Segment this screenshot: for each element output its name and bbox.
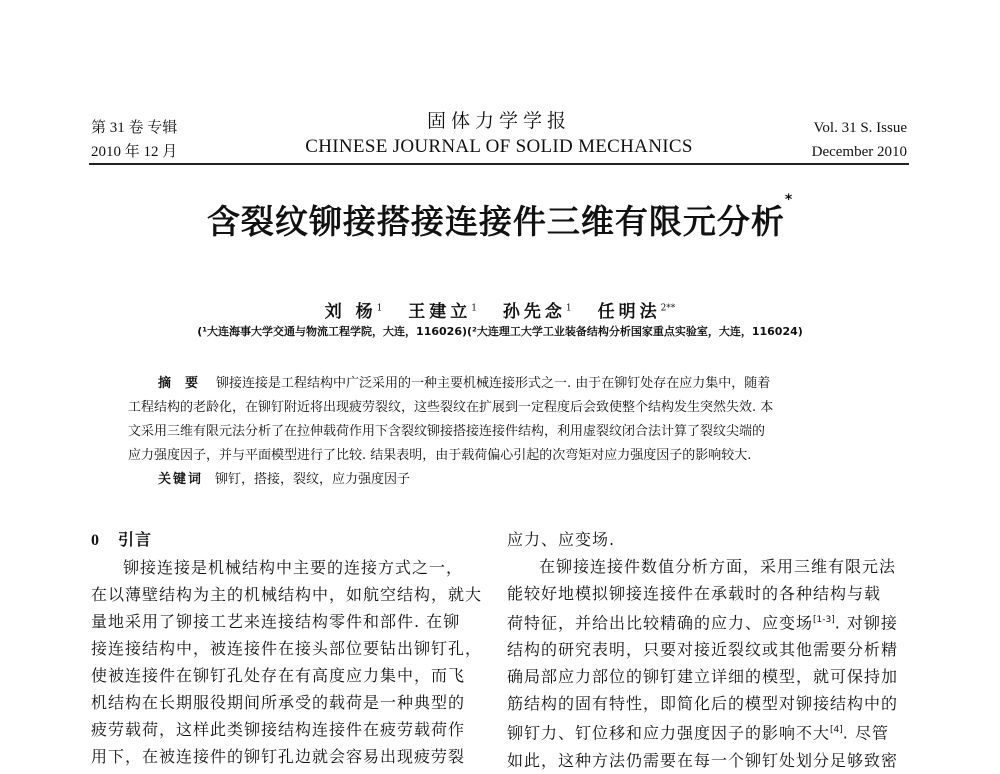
section-number: 0 <box>91 532 100 549</box>
volume-line: 第 31 卷 专辑 <box>91 120 178 136</box>
volume-line-en: Vol. 31 S. Issue <box>813 120 907 136</box>
author: 刘 杨$^1$ <box>324 302 383 322</box>
right-column <box>507 526 919 774</box>
volume-info <box>91 116 177 164</box>
paper-title-text: 含裂纹铆接搭接连接件三维有限元分析 <box>206 202 785 241</box>
date-line: 2010 年 12 月 <box>91 144 178 160</box>
body-line: 铆接连接是机械结构中主要的连接方式之一， <box>123 558 464 577</box>
volume-info-en <box>812 116 907 164</box>
body-line: 使被连接件在铆钉孔处存在有高度应力集中，而飞 <box>91 666 466 685</box>
date-line-en: December 2010 <box>811 144 907 160</box>
body-line: 用下，在被连接件的铆钉孔边就会容易出现疲劳裂 <box>91 747 466 766</box>
abstract <box>128 372 874 492</box>
journal-header <box>91 108 907 164</box>
abstract-line: 应力强度因子，并与平面模型进行了比较. 结果表明，由于载荷偏心引起的次弯矩对应力强度因子的影响较大. <box>128 448 752 463</box>
body-line: 在以薄壁结构为主的机械结构中，如航空结构，就大 <box>91 585 483 604</box>
author-list <box>0 297 1000 322</box>
abstract-line: 摘要 铆接连接是工程结构中广泛采用的一种主要机械连接形式之一. 由于在铆钉处存在应力集中，随着 <box>158 376 771 391</box>
abstract-label: 摘要 <box>158 376 213 391</box>
citation-link[interactable]: [1-3] <box>813 615 835 625</box>
body-line: 结构的研究表明，只要对接近裂纹或其他需要分析精 <box>507 640 899 660</box>
header-rule <box>89 163 909 165</box>
citation-link[interactable]: [4] <box>830 725 843 736</box>
section-heading <box>91 526 503 554</box>
keywords-text: 铆钉，搭接，裂纹，应力强度因子 <box>215 472 411 487</box>
body-line: 筋结构的固有特性，即简化后的模型对铆接结构中的 <box>507 694 899 714</box>
keywords-label: 关键词 <box>158 472 204 487</box>
body-line: 在铆接连接件数值分析方面，采用三维有限元法 <box>539 557 897 576</box>
body-line: 量地采用了铆接工艺来连接结构零件和部件. 在铆 <box>91 612 461 631</box>
abstract-line: 工程结构的老龄化，在铆钉附近将出现疲劳裂纹，这些裂纹在扩展到一定程度后会致使整个结构发生突然失效. 本 <box>128 400 774 415</box>
keywords <box>128 468 874 492</box>
journal-name <box>271 108 727 160</box>
author: 王建立$^1$ <box>408 302 477 322</box>
author: 孙先念$^1$ <box>502 302 572 322</box>
author: 任明法$^{2**}$ <box>597 302 676 322</box>
journal-name-cn: 固体力学学报 <box>426 110 571 132</box>
paper-title <box>0 192 1000 243</box>
body-line: 疲劳载荷，这样此类铆接结构连接件在疲劳载荷作 <box>91 720 466 739</box>
body-line: 如此，这种方法仍需要在每一个铆钉处划分足够致密 <box>507 750 899 770</box>
body-line: 荷特征，并给出比较精确的应力、应变场[1-3]. 对铆接 <box>507 613 898 633</box>
left-column <box>91 526 503 770</box>
body-line: 接连接结构中，被连接件在接头部位要钻出铆钉孔， <box>91 639 483 658</box>
affiliations: (¹大连海事大学交通与物流工程学院，大连，116026)(²大连理工大学工业装备结构分析国家重点实验室，大连，116024) <box>197 325 803 338</box>
body-line: 铆钉力、钉位移和应力强度因子的影响不大[4]. 尽管 <box>507 723 889 743</box>
abstract-line: 文采用三维有限元法分析了在拉伸载荷作用下含裂纹铆接搭接连接件结构，利用虚裂纹闭合法计算了裂纹尖端的 <box>128 424 766 439</box>
body-line: 应力、应变场. <box>507 530 616 549</box>
section-title: 引言 <box>118 530 153 549</box>
funding-mark: * <box>784 192 794 208</box>
journal-name-en: CHINESE JOURNAL OF SOLID MECHANICS <box>305 136 693 157</box>
body-line: 确局部应力部位的铆钉建立详细的模型，就可保持加 <box>507 667 899 687</box>
body-line: 能较好地模拟铆接连接件在承载时的各种结构与载 <box>507 584 882 603</box>
body-line: 机结构在长期服役期间所承受的载荷是一种典型的 <box>91 693 466 712</box>
